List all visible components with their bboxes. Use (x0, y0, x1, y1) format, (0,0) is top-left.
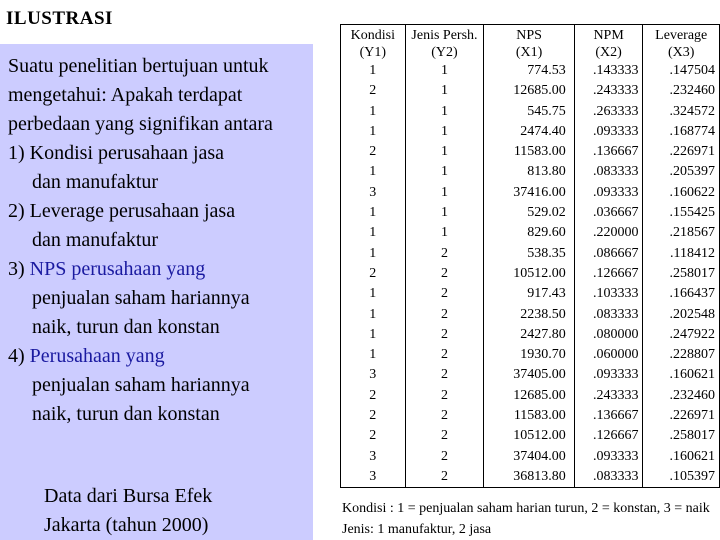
cell-jenis: 2 (405, 284, 484, 304)
cell-npm: .126667 (574, 264, 643, 284)
cell-nps: 11583.00 (484, 142, 574, 162)
cell-jenis: 2 (405, 244, 484, 264)
legend-jenis: Jenis: 1 manufaktur, 2 jasa (342, 522, 492, 537)
cell-kondisi: 1 (341, 284, 406, 304)
cell-leverage: .202548 (643, 305, 720, 325)
question-item (8, 342, 308, 429)
cell-nps: 2474.40 (484, 122, 574, 142)
cell-npm: .103333 (574, 284, 643, 304)
cell-leverage: .205397 (643, 162, 720, 182)
question-continuation: dan manufaktur (32, 229, 159, 251)
cell-kondisi: 2 (341, 406, 406, 426)
cell-jenis: 1 (405, 61, 484, 81)
table-row (341, 102, 720, 122)
header-code-x1: (X1) (484, 44, 574, 61)
cell-jenis: 2 (405, 406, 484, 426)
question-label: 3) NPS perusahaan yang (8, 258, 206, 280)
cell-jenis: 2 (405, 305, 484, 325)
cell-npm: .143333 (574, 61, 643, 81)
cell-nps: 12685.00 (484, 81, 574, 101)
header-npm: NPM (574, 25, 643, 45)
cell-kondisi: 3 (341, 447, 406, 467)
cell-nps: 1930.70 (484, 345, 574, 365)
cell-kondisi: 3 (341, 467, 406, 488)
cell-jenis: 1 (405, 203, 484, 223)
question-continuation: naik, turun dan konstan (32, 403, 220, 425)
cell-jenis: 2 (405, 447, 484, 467)
header-jenis: Jenis Persh. (405, 25, 484, 45)
cell-nps: 538.35 (484, 244, 574, 264)
cell-nps: 829.60 (484, 223, 574, 243)
cell-nps: 813.80 (484, 162, 574, 182)
cell-kondisi: 1 (341, 203, 406, 223)
cell-leverage: .160622 (643, 183, 720, 203)
table-header-row-names (341, 25, 720, 45)
legend-kondisi: Kondisi : 1 = penjualan saham harian turun, 2 = konstan, 3 = naik (342, 501, 710, 516)
cell-npm: .243333 (574, 81, 643, 101)
data-table-wrapper (340, 24, 720, 488)
cell-nps: 545.75 (484, 102, 574, 122)
cell-nps: 774.53 (484, 61, 574, 81)
cell-leverage: .258017 (643, 264, 720, 284)
cell-leverage: .232460 (643, 386, 720, 406)
cell-nps: 37405.00 (484, 365, 574, 385)
table-row (341, 447, 720, 467)
cell-npm: .093333 (574, 447, 643, 467)
cell-npm: .220000 (574, 223, 643, 243)
table-row (341, 203, 720, 223)
cell-kondisi: 1 (341, 102, 406, 122)
data-source (44, 482, 304, 540)
cell-nps: 10512.00 (484, 264, 574, 284)
cell-kondisi: 1 (341, 345, 406, 365)
cell-leverage: .232460 (643, 81, 720, 101)
question-list (8, 139, 308, 429)
cell-jenis: 1 (405, 81, 484, 101)
table-row (341, 142, 720, 162)
table-row (341, 386, 720, 406)
table-row (341, 406, 720, 426)
header-code-y1: (Y1) (341, 44, 406, 61)
intro-block (8, 52, 308, 429)
question-item (8, 255, 308, 342)
cell-leverage: .324572 (643, 102, 720, 122)
table-row (341, 305, 720, 325)
cell-kondisi: 2 (341, 386, 406, 406)
question-continuation: dan manufaktur (32, 171, 159, 193)
cell-nps: 12685.00 (484, 386, 574, 406)
cell-npm: .243333 (574, 386, 643, 406)
cell-npm: .036667 (574, 203, 643, 223)
header-leverage: Leverage (643, 25, 720, 45)
cell-leverage: .147504 (643, 61, 720, 81)
cell-jenis: 2 (405, 365, 484, 385)
cell-jenis: 1 (405, 142, 484, 162)
cell-nps: 2238.50 (484, 305, 574, 325)
cell-leverage: .258017 (643, 426, 720, 446)
cell-jenis: 2 (405, 467, 484, 488)
cell-kondisi: 2 (341, 264, 406, 284)
left-text-panel (0, 44, 313, 540)
cell-kondisi: 2 (341, 426, 406, 446)
table-header-row-codes (341, 44, 720, 61)
question-item (8, 197, 308, 255)
cell-jenis: 1 (405, 223, 484, 243)
cell-kondisi: 1 (341, 61, 406, 81)
cell-nps: 37416.00 (484, 183, 574, 203)
data-table (340, 24, 720, 488)
cell-npm: .086667 (574, 244, 643, 264)
cell-nps: 529.02 (484, 203, 574, 223)
cell-npm: .126667 (574, 426, 643, 446)
source-line-2: Jakarta (tahun 2000) (44, 514, 209, 536)
cell-npm: .083333 (574, 162, 643, 182)
question-continuation: naik, turun dan konstan (32, 316, 220, 338)
cell-nps: 10512.00 (484, 426, 574, 446)
cell-jenis: 2 (405, 325, 484, 345)
header-code-x3: (X3) (643, 44, 720, 61)
cell-leverage: .228807 (643, 345, 720, 365)
cell-kondisi: 1 (341, 223, 406, 243)
cell-leverage: .155425 (643, 203, 720, 223)
cell-leverage: .218567 (643, 223, 720, 243)
cell-jenis: 2 (405, 426, 484, 446)
cell-npm: .093333 (574, 183, 643, 203)
intro-text: Suatu penelitian bertujuan untuk mengetahui: Apakah terdapat perbedaan yang signifikan antara (8, 55, 273, 135)
cell-kondisi: 1 (341, 244, 406, 264)
cell-nps: 37404.00 (484, 447, 574, 467)
table-body (341, 61, 720, 488)
cell-kondisi: 1 (341, 122, 406, 142)
cell-jenis: 2 (405, 386, 484, 406)
cell-kondisi: 2 (341, 142, 406, 162)
cell-leverage: .105397 (643, 467, 720, 488)
header-code-x2: (X2) (574, 44, 643, 61)
cell-nps: 2427.80 (484, 325, 574, 345)
slide-title: ILUSTRASI (6, 8, 113, 29)
header-code-y2: (Y2) (405, 44, 484, 61)
question-label: 1) Kondisi perusahaan jasa (8, 142, 225, 164)
cell-jenis: 1 (405, 122, 484, 142)
cell-leverage: .168774 (643, 122, 720, 142)
cell-leverage: .226971 (643, 142, 720, 162)
cell-leverage: .247922 (643, 325, 720, 345)
table-row (341, 244, 720, 264)
question-label: 4) Perusahaan yang (8, 345, 165, 367)
table-row (341, 81, 720, 101)
question-continuation: penjualan saham hariannya (32, 287, 250, 309)
cell-leverage: .226971 (643, 406, 720, 426)
table-row (341, 223, 720, 243)
table-row (341, 467, 720, 488)
cell-jenis: 1 (405, 183, 484, 203)
cell-npm: .083333 (574, 305, 643, 325)
cell-kondisi: 1 (341, 162, 406, 182)
table-row (341, 284, 720, 304)
table-legend (342, 498, 720, 540)
cell-nps: 11583.00 (484, 406, 574, 426)
cell-npm: .263333 (574, 102, 643, 122)
cell-kondisi: 2 (341, 81, 406, 101)
cell-leverage: .118412 (643, 244, 720, 264)
cell-npm: .093333 (574, 365, 643, 385)
cell-leverage: .166437 (643, 284, 720, 304)
cell-kondisi: 3 (341, 183, 406, 203)
table-row (341, 183, 720, 203)
cell-jenis: 1 (405, 162, 484, 182)
cell-leverage: .160621 (643, 447, 720, 467)
question-continuation: penjualan saham hariannya (32, 374, 250, 396)
header-nps: NPS (484, 25, 574, 45)
table-row (341, 122, 720, 142)
source-line-1: Data dari Bursa Efek (44, 485, 213, 507)
cell-jenis: 2 (405, 264, 484, 284)
cell-npm: .083333 (574, 467, 643, 488)
table-row (341, 426, 720, 446)
question-item (8, 139, 308, 197)
table-row (341, 61, 720, 81)
table-row (341, 264, 720, 284)
cell-kondisi: 1 (341, 305, 406, 325)
cell-npm: .136667 (574, 142, 643, 162)
header-kondisi: Kondisi (341, 25, 406, 45)
table-row (341, 365, 720, 385)
cell-nps: 917.43 (484, 284, 574, 304)
cell-kondisi: 1 (341, 325, 406, 345)
table-row (341, 345, 720, 365)
cell-leverage: .160621 (643, 365, 720, 385)
cell-npm: .136667 (574, 406, 643, 426)
cell-kondisi: 3 (341, 365, 406, 385)
cell-npm: .093333 (574, 122, 643, 142)
cell-npm: .080000 (574, 325, 643, 345)
question-label: 2) Leverage perusahaan jasa (8, 200, 236, 222)
cell-npm: .060000 (574, 345, 643, 365)
cell-jenis: 2 (405, 345, 484, 365)
cell-jenis: 1 (405, 102, 484, 122)
table-row (341, 325, 720, 345)
cell-nps: 36813.80 (484, 467, 574, 488)
table-row (341, 162, 720, 182)
